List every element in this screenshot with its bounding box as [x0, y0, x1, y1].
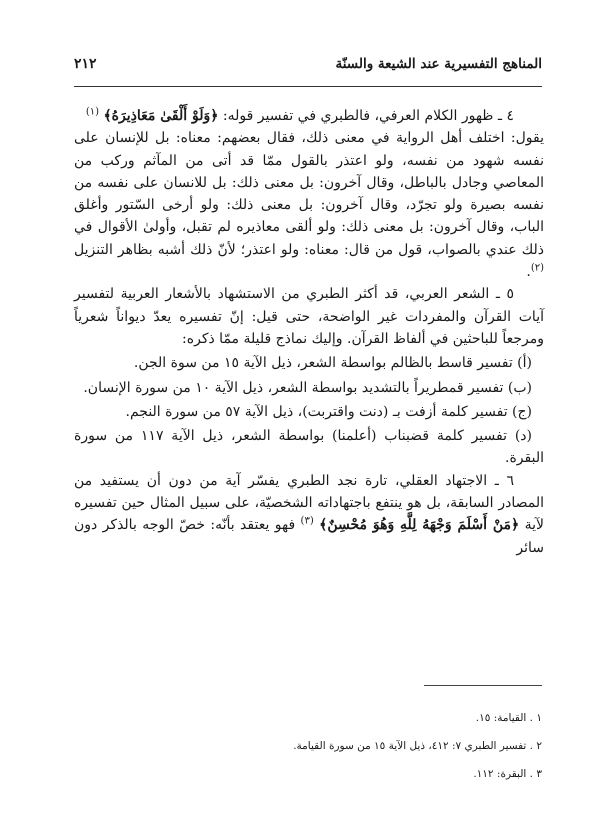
footnote-3: ٣ . البقرة: ١١٢. [473, 768, 542, 780]
header-title: المناهج التفسيرية عند الشيعة والسنّة [335, 56, 542, 72]
quran-verse-2: ﴿مَنْ أَسْلَمَ وَجْهَهُ لِلَّهِ وَهُوَ مُحْسِنٌ﴾ [319, 517, 520, 534]
paragraph-5: ٥ ـ الشعر العربي، قد أكثر الطبري من الاستشهاد بالأشعار العربية لتفسير آيات القرآن والمفردات غير الواضحة، حتى قيل: إنّ تفسيره يعدّ ديواناً شعرياً ومرجعاً للباحثين في ألفاظ القرآن. وإليك نماذج قليلة ممّا ذكره: [74, 286, 544, 347]
list-item-d: (د) تفسير كلمة قضبناب (أعلمنا) بواسطة الشعر، ذيل الآية ١١٧ من سورة البقرة. [74, 428, 544, 467]
running-header [74, 56, 542, 90]
page-number: ٢١٢ [74, 56, 97, 72]
paragraph-4: ٤ ـ ظهور الكلام العرفي، فالطبري في تفسير قوله: ﴿وَلَوْ أَلْقَىٰ مَعَاذِيرَهُ﴾ $^{(١)}$ يقول: اختلف أهل الرواية في معنى ذلك، فقال بعضهم: معناه: بل للإنسان على نفسه شهود من نفسه، ولو اعتذر بالقول ممّا قد أتى من المآثم وركب من المعاصي وجادل بالباطل، وقال آخرون: بل معنى ذلك: بل للانسان على نفسه من نفسه بصيرة ولو تجرّد، وقال آخرون: بل معنى ذلك: ولو أرخى السّتور وأغلق الباب، وقال آخرون: بل معنى ذلك: ولو ألقى معاذيره لم تقبل، وأولىٰ الأقوال في ذلك عندي بالصواب، قول من قال: معناه: ولو اعتذر؛ لأنّ ذلك أشبه بظاهر التنزيل $^{(٢)}$. [74, 106, 544, 281]
p6-lead: ٦ ـ الاجتهاد العقلي، تارة نجد الطبري يفسّر آية من دون أن يستفيد من المصادر السابقة، بل هو ينتفع باجتهاداته الشخصيّة، على سبيل المثال حين تفسيره لآية [74, 472, 545, 534]
list-item-a: (أ) تفسير قاسط بالظالم بواسطة الشعر، ذيل الآية ١٥ من سوة الجن. [133, 355, 532, 372]
footnote-ref-3: (٣) [300, 515, 314, 527]
footnote-ref-1: (١) [85, 106, 99, 118]
footnote-ref-2: (٢) [530, 262, 544, 274]
quran-verse-1: ﴿وَلَوْ أَلْقَىٰ مَعَاذِيرَهُ﴾ [103, 108, 219, 124]
footnote-1: ١ . القيامة: ١٥. [475, 712, 542, 724]
footnote-divider [424, 685, 542, 686]
footnote-2: ٢ . تفسير الطبري ٧: ٤١٢، ذيل الآية ١٥ من سورة القيامة. [293, 740, 542, 752]
p4-body: يقول: اختلف أهل الرواية في معنى ذلك، فقال بعضهم: معناه: بل للإنسان على نفسه شهود من نفسه، ولو اعتذر بالقول ممّا قد أتى من المآثم وركب من المعاصي وجادل بالباطل، وقال آخرون: بل معنى ذلك: بل للانسان على نفسه من نفسه بصيرة ولو تجرّد، وقال آخرون: بل معنى ذلك: ولو أرخى السّتور وأغلق الباب، وقال آخرون: بل معنى ذلك: ولو ألقى معاذيره لم تقبل، وأولىٰ الأقوال في ذلك عندي بالصواب، قول من قال: معناه: ولو اعتذر؛ لأنّ ذلك أشبه بظاهر التنزيل [74, 130, 544, 258]
header-divider [74, 86, 542, 87]
footnotes [72, 704, 542, 788]
p4-lead: ٤ ـ ظهور الكلام العرفي، فالطبري في تفسير قوله: [218, 108, 514, 124]
list-item-b: (ب) تفسير قمطريراً بالتشديد بواسطة الشعر، ذيل الآية ١٠ من سورة الإنسان. [83, 379, 532, 396]
paragraph-6 [74, 470, 544, 559]
list-item-c: (ج) تفسير كلمة أزفت بـ (دنت واقتربت)، ذيل الآية ٥٧ من سورة النجم. [125, 403, 532, 420]
p6-tail: فهو يعتقد بأنّه: خصّ الوجه بالذكر دون سائر [74, 517, 544, 556]
body-text [74, 105, 544, 559]
